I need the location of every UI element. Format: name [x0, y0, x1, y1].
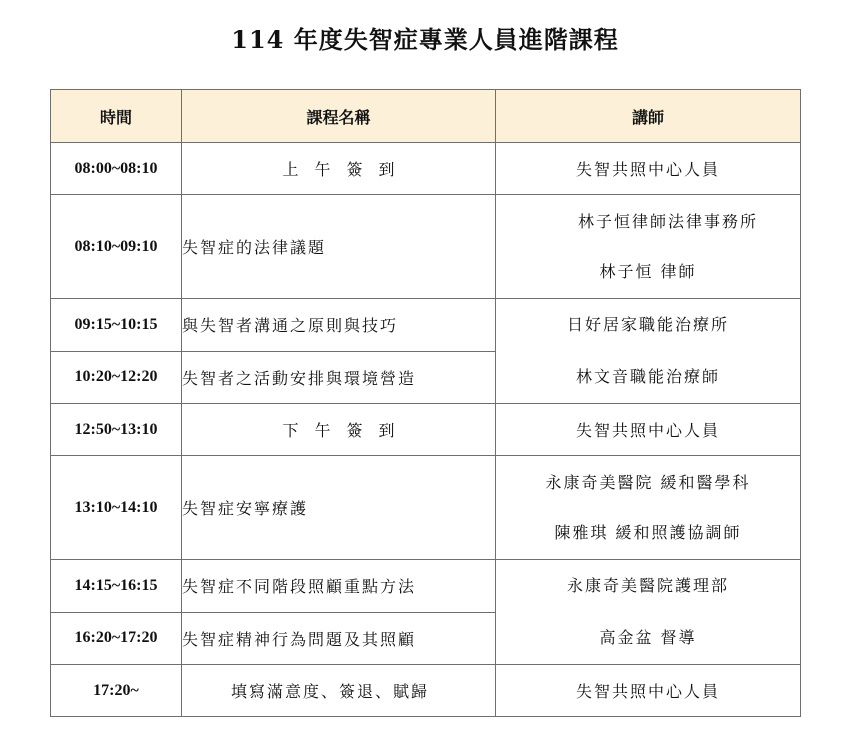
- header-course: 課程名稱: [182, 90, 496, 143]
- session-lecturer: [496, 195, 801, 299]
- session-course: 失智症精神行為問題及其照顧: [182, 612, 496, 665]
- lecturer-affiliation: 永康奇美醫院護理部: [566, 576, 729, 595]
- lecturer-affiliation: 林子恒律師法律事務所: [577, 211, 758, 231]
- lecturer-name: 林子恒 律師: [599, 261, 697, 281]
- lecturer-affiliation: 永康奇美醫院 緩和醫學科: [545, 472, 751, 492]
- session-lecturer: 失智共照中心人員: [496, 143, 801, 195]
- table-row: [51, 456, 801, 560]
- session-time: 08:10~09:10: [51, 195, 182, 299]
- schedule-table: [50, 89, 801, 717]
- table-row: [51, 143, 801, 195]
- session-time: 12:50~13:10: [51, 404, 182, 456]
- session-time: 17:20~: [51, 665, 182, 717]
- lecturer-name: 陳雅琪 緩和照護協調師: [554, 522, 742, 542]
- lecturer-name: 林文音職能治療師: [575, 367, 720, 386]
- session-lecturer: 失智共照中心人員: [496, 665, 801, 717]
- session-time: 16:20~17:20: [51, 612, 182, 665]
- table-row: [51, 665, 801, 717]
- session-time: 09:15~10:15: [51, 299, 182, 352]
- session-time: 13:10~14:10: [51, 456, 182, 560]
- header-lecturer: 講師: [496, 90, 801, 143]
- session-course: 上 午 簽 到: [182, 143, 496, 195]
- session-course: 填寫滿意度、簽退、賦歸: [182, 665, 496, 717]
- session-lecturer: [496, 456, 801, 560]
- page-title: 114 年度失智症專業人員進階課程: [231, 25, 619, 54]
- session-lecturer: 失智共照中心人員: [496, 404, 801, 456]
- table-header-row: [51, 90, 801, 143]
- header-time: 時間: [51, 90, 182, 143]
- session-time: 10:20~12:20: [51, 351, 182, 404]
- table-row: [51, 195, 801, 299]
- session-course: 失智症安寧療護: [182, 456, 496, 560]
- table-row: [51, 560, 801, 613]
- lecturer-affiliation: 日好居家職能治療所: [566, 315, 729, 334]
- session-course: 失智症的法律議題: [182, 195, 496, 299]
- session-course: 下 午 簽 到: [182, 404, 496, 456]
- session-lecturer: [496, 560, 801, 665]
- session-lecturer: [496, 299, 801, 404]
- session-time: 14:15~16:15: [51, 560, 182, 613]
- session-time: 08:00~08:10: [51, 143, 182, 195]
- session-course: 失智症不同階段照顧重點方法: [182, 560, 496, 613]
- table-row: [51, 299, 801, 352]
- table-row: [51, 404, 801, 456]
- session-course: 失智者之活動安排與環境營造: [182, 351, 496, 404]
- session-course: 與失智者溝通之原則與技巧: [182, 299, 496, 352]
- lecturer-name: 高金盆 督導: [599, 628, 697, 647]
